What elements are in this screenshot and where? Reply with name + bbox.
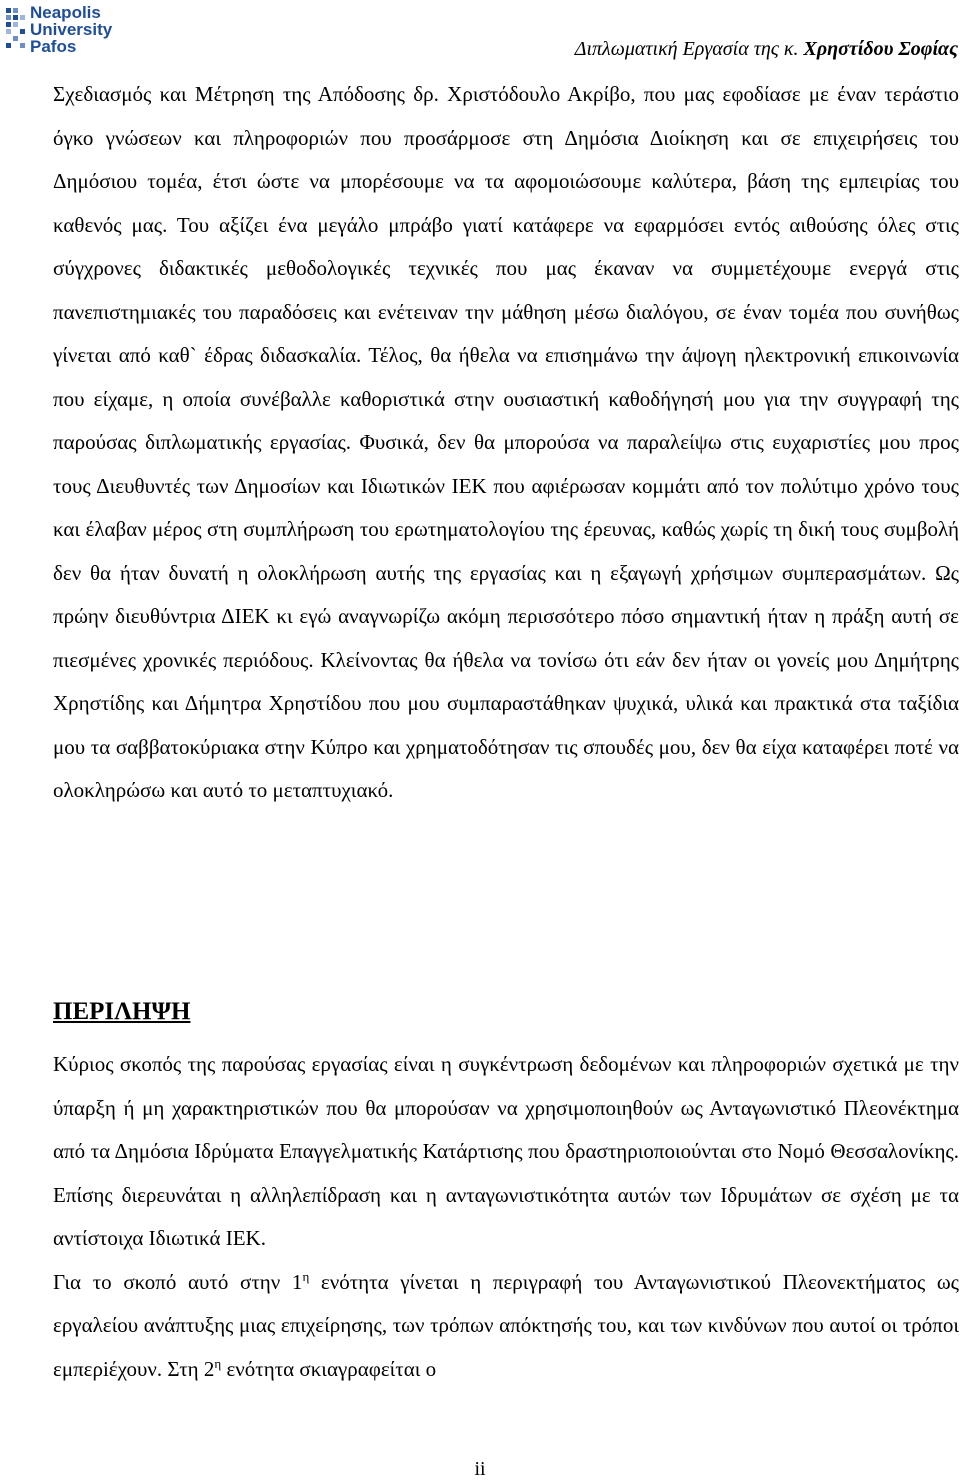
superscript-eta-1: η bbox=[302, 1268, 310, 1284]
abstract-paragraph-1: Κύριος σκοπός της παρούσας εργασίας είναι η συγκέντρωση δεδομένων και πληροφοριών σχετικά με την ύπαρξη ή μη χαρακτηριστικών που θα μπορούσαν να χρησιμοποιηθούν ως Ανταγωνιστικό Πλεονέκτημα από τα Δημόσια Ιδρύματα Επαγγελματικής Κατάρτισης που δραστηριοποιούνται στο Νομό Θεσσαλονίκης. Επίσης διερευνάται η αλληλεπίδραση και η ανταγωνιστικότητα αυτών των Ιδρυμάτων σε σχέση με τα αντίστοιχα Ιδιωτικά ΙΕΚ. bbox=[53, 1052, 959, 1250]
university-logo bbox=[4, 2, 134, 60]
abstract-heading: ΠΕΡΙΛΗΨΗ bbox=[53, 998, 191, 1025]
logo-line-2: University bbox=[30, 20, 113, 39]
page-number: ii bbox=[474, 1458, 486, 1480]
logo-wordmark bbox=[30, 4, 112, 55]
header-author: Χρηστίδου Σοφίας bbox=[803, 38, 958, 60]
abstract-p2-part3: ενότητα σκιαγραφείται ο bbox=[221, 1356, 437, 1381]
acknowledgements-text bbox=[53, 73, 959, 813]
logo-line-3: Pafos bbox=[30, 37, 77, 56]
abstract-p2-part2: ενότητα γίνεται η περιγραφή του Ανταγωνιστικού Πλεονεκτήματος ως εργαλείου ανάπτυξης μιας επιχείρησης, των τρόπων απόκτησής του, και των κινδύνων που αυτοί οι τρόποι εμπερiέχουν. Στη 2 bbox=[53, 1269, 959, 1381]
header-prefix: Διπλωματική Εργασία της κ. bbox=[574, 38, 804, 60]
running-header bbox=[575, 38, 958, 61]
acknowledgements-paragraph: Σχεδιασμός και Μέτρηση της Απόδοσης δρ. Χριστόδουλο Ακρίβο, που μας εφοδίασε με έναν τεράστιο όγκο γνώσεων και πληροφοριών που προσάρμοσε στη Δημόσια Διοίκηση και σε επιχειρήσεις του Δημόσιου τομέα, έτσι ώστε να μπορέσουμε να τα αφομοιώσουμε καλύτερα, βάση της εμπειρίας του καθενός μας. Του αξίζει ένα μεγάλο μπράβο γιατί κατάφερε να εφαρμόσει εντός αιθούσης όλες στις σύγχρονες διδακτικές μεθοδολογικές τεχνικές που μας έκαναν να συμμετέχουμε ενεργά στις πανεπιστημιακές του παραδόσεις και ενέτειναν την μάθηση μέσω διαλόγου, σε έναν τομέα που συνήθως γίνεται από καθ` έδρας διδασκαλία. Τέλος, θα ήθελα να επισημάνω την άψογη ηλεκτρονική επικοινωνία που είχαμε, η οποία συνέβαλλε καθοριστικά στην ουσιαστική καθοδήγησή μου για την συγγραφή της παρούσας διπλωματικής εργασίας. Φυσικά, δεν θα μπορούσα να παραλείψω στις ευχαριστίες μου προς τους Διευθυντές των Δημοσίων και Ιδιωτικών ΙΕΚ που αφιέρωσαν κομμάτι από τον πολύτιμο χρόνο τους και έλαβαν μέρος στη συμπλήρωση του ερωτηματολογίου της έρευνας, καθώς χωρίς τη δική τους συμβολή δεν θα ήταν δυνατή η ολοκλήρωση αυτής της εργασίας και η εξαγωγή χρήσιμων συμπερασμάτων. Ως πρώην διευθύντρια ΔΙΕΚ κι εγώ αναγνωρίζω ακόμη περισσότερο πόσο σημαντική ήταν η πράξη αυτή σε πιεσμένες χρονικές περιόδους. Κλείνοντας θα ήθελα να τονίσω ότι εάν δεν ήταν οι γονείς μου Δημήτρης Χρηστίδης και Δήμητρα Χρηστίδου που μου συμπαραστάθηκαν ψυχικά, υλικά και πρακτικά στα ταξίδια μου τα σαββατοκύριακα στην Κύπρο και χρηματοδότησαν τις σπουδές μου, δεν θα είχα καταφέρει ποτέ να ολοκληρώσω και αυτό το μεταπτυχιακό. bbox=[53, 82, 959, 802]
logo-line-1: Neapolis bbox=[30, 3, 101, 22]
abstract-p2-part1: Για το σκοπό αυτό στην 1 bbox=[53, 1269, 303, 1294]
abstract-paragraph-2 bbox=[53, 1261, 959, 1392]
abstract-text bbox=[53, 1043, 959, 1391]
logo-mark-icon bbox=[4, 6, 28, 54]
superscript-eta-2: η bbox=[214, 1355, 222, 1371]
